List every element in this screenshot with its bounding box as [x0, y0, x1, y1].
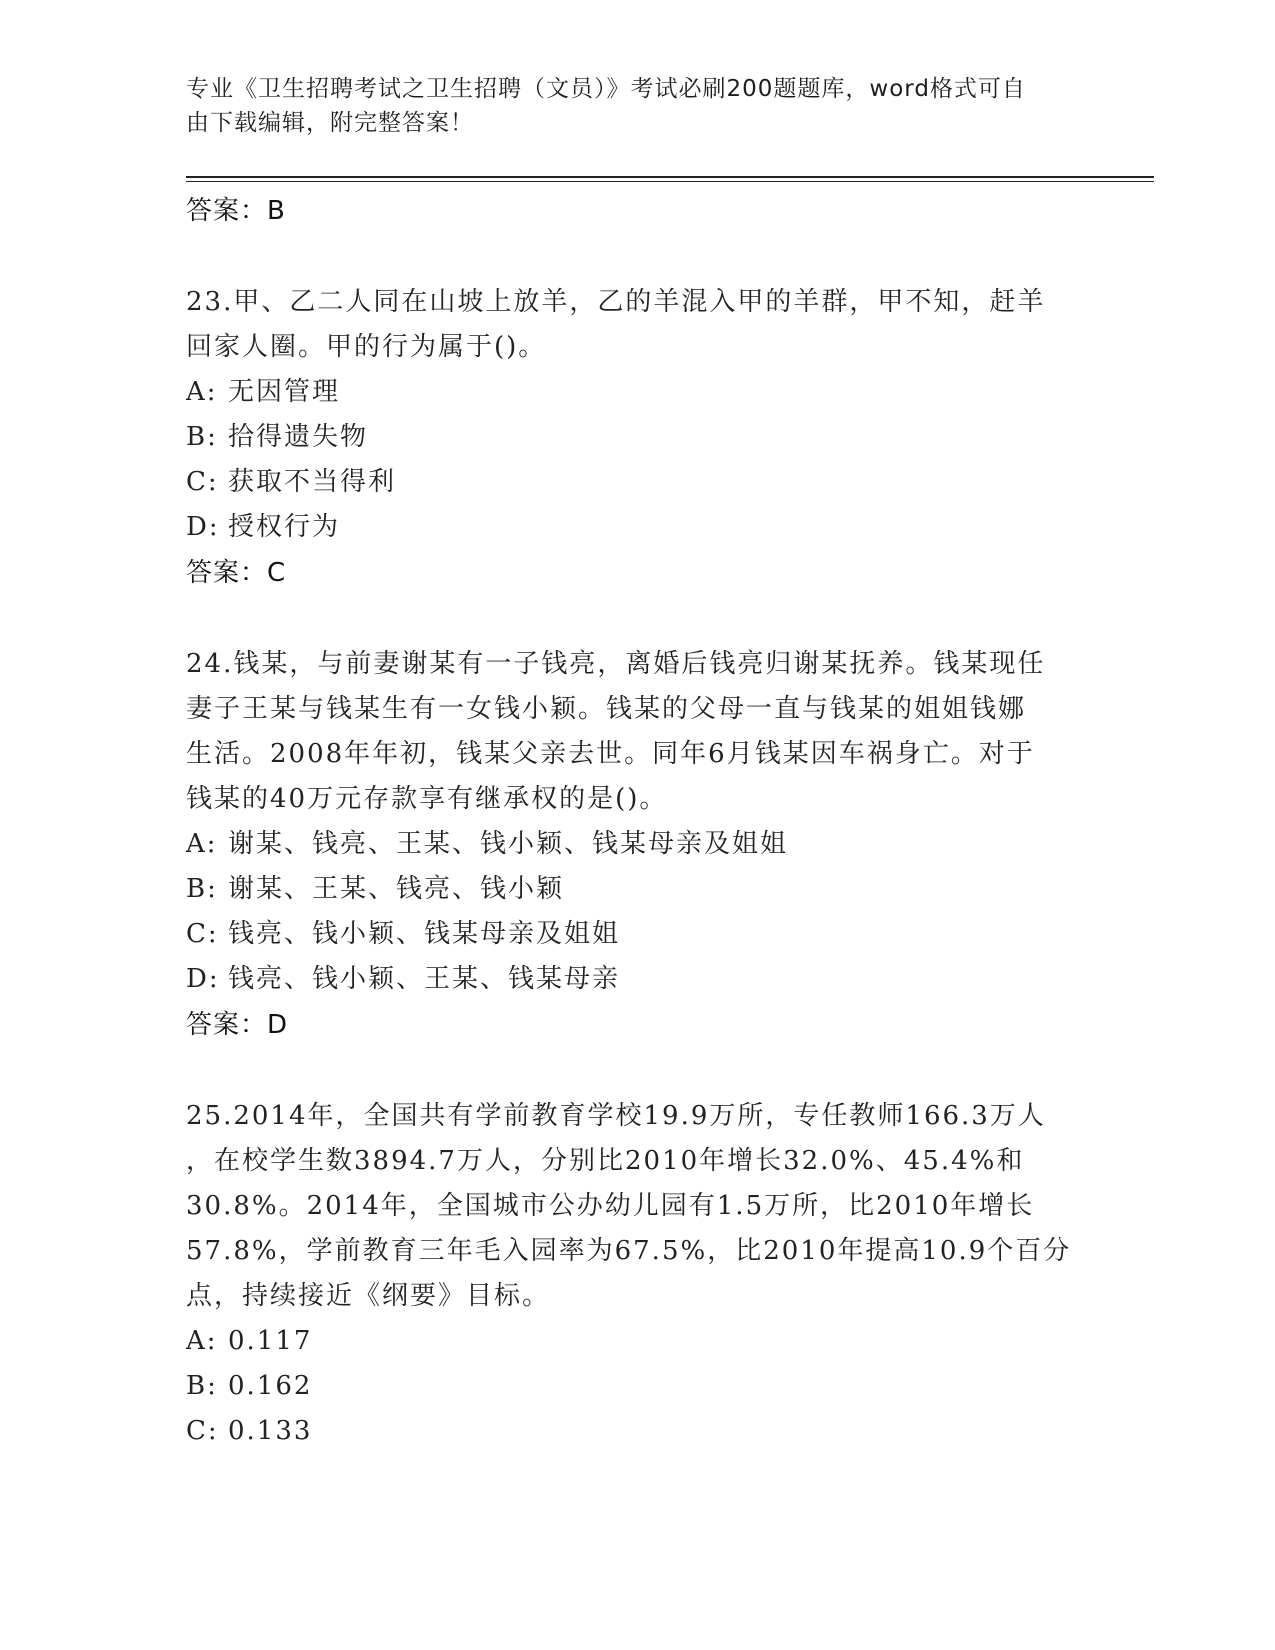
stem-line: 点，持续接近《纲要》目标。 [186, 1281, 551, 1311]
option-text: 钱亮、钱小颖、钱某母亲及姐姐 [228, 919, 621, 949]
question-stem [186, 1094, 1086, 1319]
question-list [186, 188, 1086, 1454]
option-key: A: [186, 377, 218, 407]
stem-line: 回家人圈。甲的行为属于()。 [186, 332, 547, 362]
option-text: 谢某、钱亮、王某、钱小颖、钱某母亲及姐姐 [228, 829, 789, 859]
answer-line: 答案：D [186, 1010, 289, 1040]
header-divider-thick [186, 176, 1154, 178]
option-b [186, 867, 1086, 912]
document-header [186, 72, 1066, 140]
stem-line: 23.甲、乙二人同在山坡上放羊，乙的羊混入甲的羊群，甲不知，赶羊 [186, 287, 1046, 317]
header-divider-thin [186, 181, 1154, 182]
question-block [186, 1094, 1086, 1454]
question-block [186, 280, 1086, 596]
option-key: D: [186, 512, 220, 542]
option-d [186, 957, 1086, 1002]
option-key: B: [186, 422, 218, 452]
spacer [186, 596, 1086, 642]
spacer [186, 1048, 1086, 1094]
option-key: D: [186, 964, 220, 994]
option-d [186, 505, 1086, 550]
option-key: C: [186, 919, 219, 949]
option-text: 拾得遗失物 [228, 422, 369, 452]
stem-line: 57.8%，学前教育三年毛入园率为67.5%，比2010年提高10.9个百分 [186, 1236, 1072, 1266]
stem-line: 钱某的40万元存款享有继承权的是()。 [186, 784, 668, 814]
option-text: 0.133 [228, 1416, 313, 1446]
option-c [186, 460, 1086, 505]
stem-line: 25.2014年，全国共有学前教育学校19.9万所，专任教师166.3万人 [186, 1101, 1046, 1131]
option-c [186, 912, 1086, 957]
option-text: 谢某、王某、钱亮、钱小颖 [228, 874, 565, 904]
header-line-2: 由下载编辑，附完整答案！ [186, 110, 474, 136]
option-a [186, 1319, 1086, 1364]
stem-line: 30.8%。2014年，全国城市公办幼儿园有1.5万所，比2010年增长 [186, 1191, 1035, 1221]
answer-line: 答案：C [186, 558, 287, 588]
option-a [186, 370, 1086, 415]
option-b [186, 1364, 1086, 1409]
stem-line: 24.钱某，与前妻谢某有一子钱亮，离婚后钱亮归谢某抚养。钱某现任 [186, 649, 1046, 679]
option-text: 0.162 [228, 1371, 313, 1401]
header-line-1: 专业《卫生招聘考试之卫生招聘（文员）》考试必刷200题题库，word格式可自 [186, 76, 1026, 102]
option-key: B: [186, 1371, 218, 1401]
option-key: C: [186, 1416, 219, 1446]
option-text: 授权行为 [228, 512, 341, 542]
question-stem [186, 642, 1086, 822]
option-key: C: [186, 467, 219, 497]
option-a [186, 822, 1086, 867]
question-stem [186, 280, 1086, 370]
stem-line: ，在校学生数3894.7万人，分别比2010年增长32.0%、45.4%和 [186, 1146, 1025, 1176]
option-c [186, 1409, 1086, 1454]
option-text: 0.117 [228, 1326, 313, 1356]
answer-line: 答案：B [186, 196, 286, 226]
option-b [186, 415, 1086, 460]
option-key: B: [186, 874, 218, 904]
option-key: A: [186, 829, 218, 859]
stem-line: 生活。2008年年初，钱某父亲去世。同年6月钱某因车祸身亡。对于 [186, 739, 1035, 769]
option-text: 钱亮、钱小颖、王某、钱某母亲 [228, 964, 621, 994]
option-key: A: [186, 1326, 218, 1356]
option-text: 获取不当得利 [228, 467, 397, 497]
stem-line: 妻子王某与钱某生有一女钱小颖。钱某的父母一直与钱某的姐姐钱娜 [186, 694, 1027, 724]
option-text: 无因管理 [228, 377, 341, 407]
spacer [186, 234, 1086, 280]
question-block [186, 642, 1086, 1048]
